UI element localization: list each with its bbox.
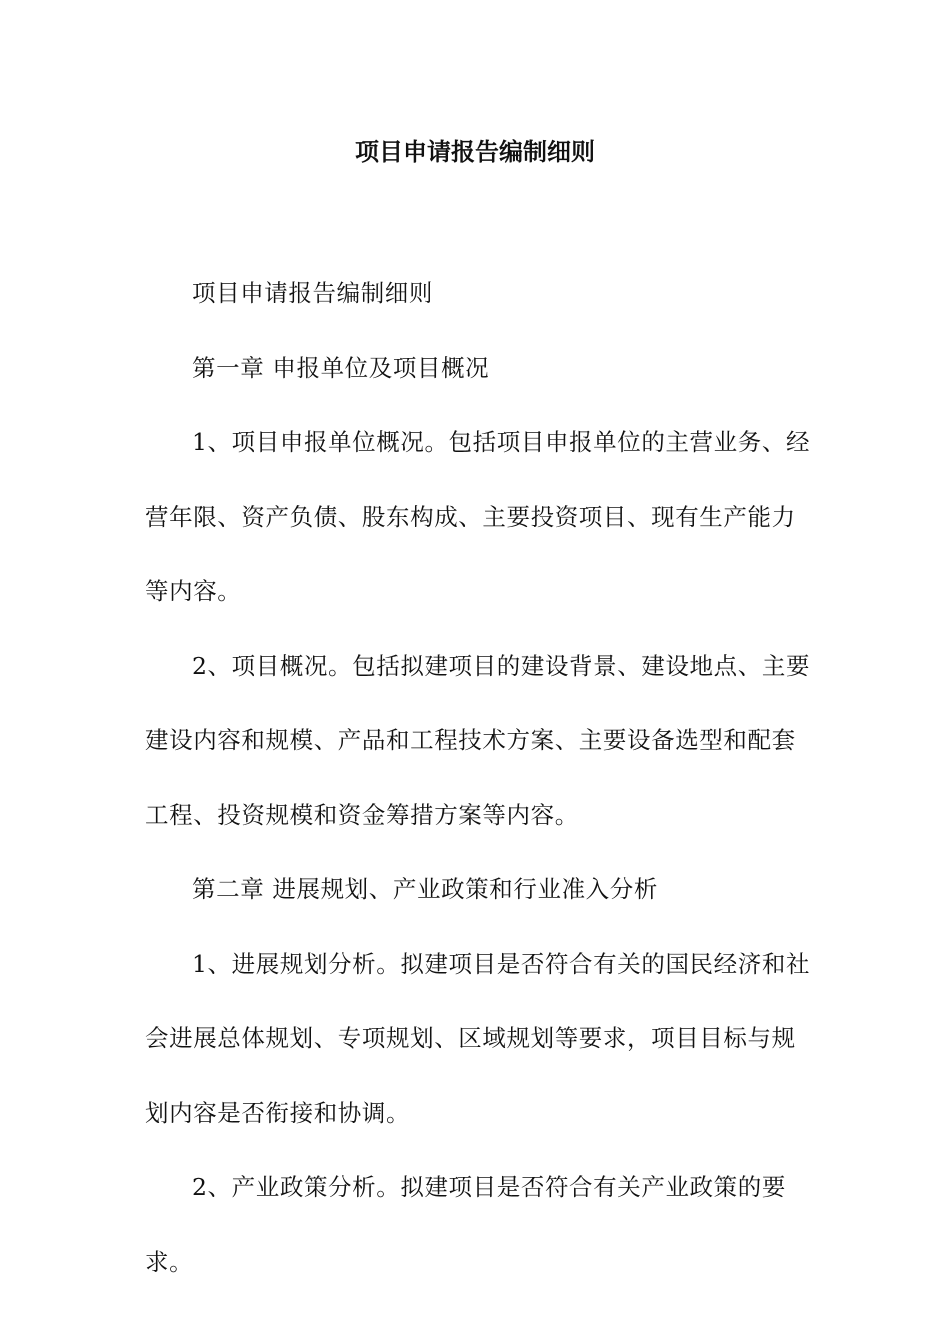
chapter-1-heading: 第一章 申报单位及项目概况: [192, 353, 490, 382]
document-body: [145, 256, 815, 1299]
paragraph-1-1: 1、项目申报单位概况。包括项目申报单位的主营业务、经营年限、资产负债、股东构成、主要投资项目、现有生产能力等内容。: [145, 428, 811, 605]
chapter-2-heading: 第二章 进展规划、产业政策和行业准入分析: [192, 875, 658, 903]
paragraph-1-2: 2、项目概况。包括拟建项目的建设背景、建设地点、主要建设内容和规模、产品和工程技术方案、主要设备选型和配套工程、投资规模和资金筹措方案等内容。: [145, 651, 811, 829]
paragraph-subtitle: 项目申请报告编制细则: [192, 279, 433, 307]
document-title: 项目申请报告编制细则: [355, 138, 595, 166]
paragraph-2-1: 1、进展规划分析。拟建项目是否符合有关的国民经济和社会进展总体规划、专项规划、区域规划等要求，项目目标与规划内容是否衔接和协调。: [145, 949, 811, 1127]
paragraph-2-2: 2、产业政策分析。拟建项目是否符合有关产业政策的要求。: [145, 1173, 786, 1276]
